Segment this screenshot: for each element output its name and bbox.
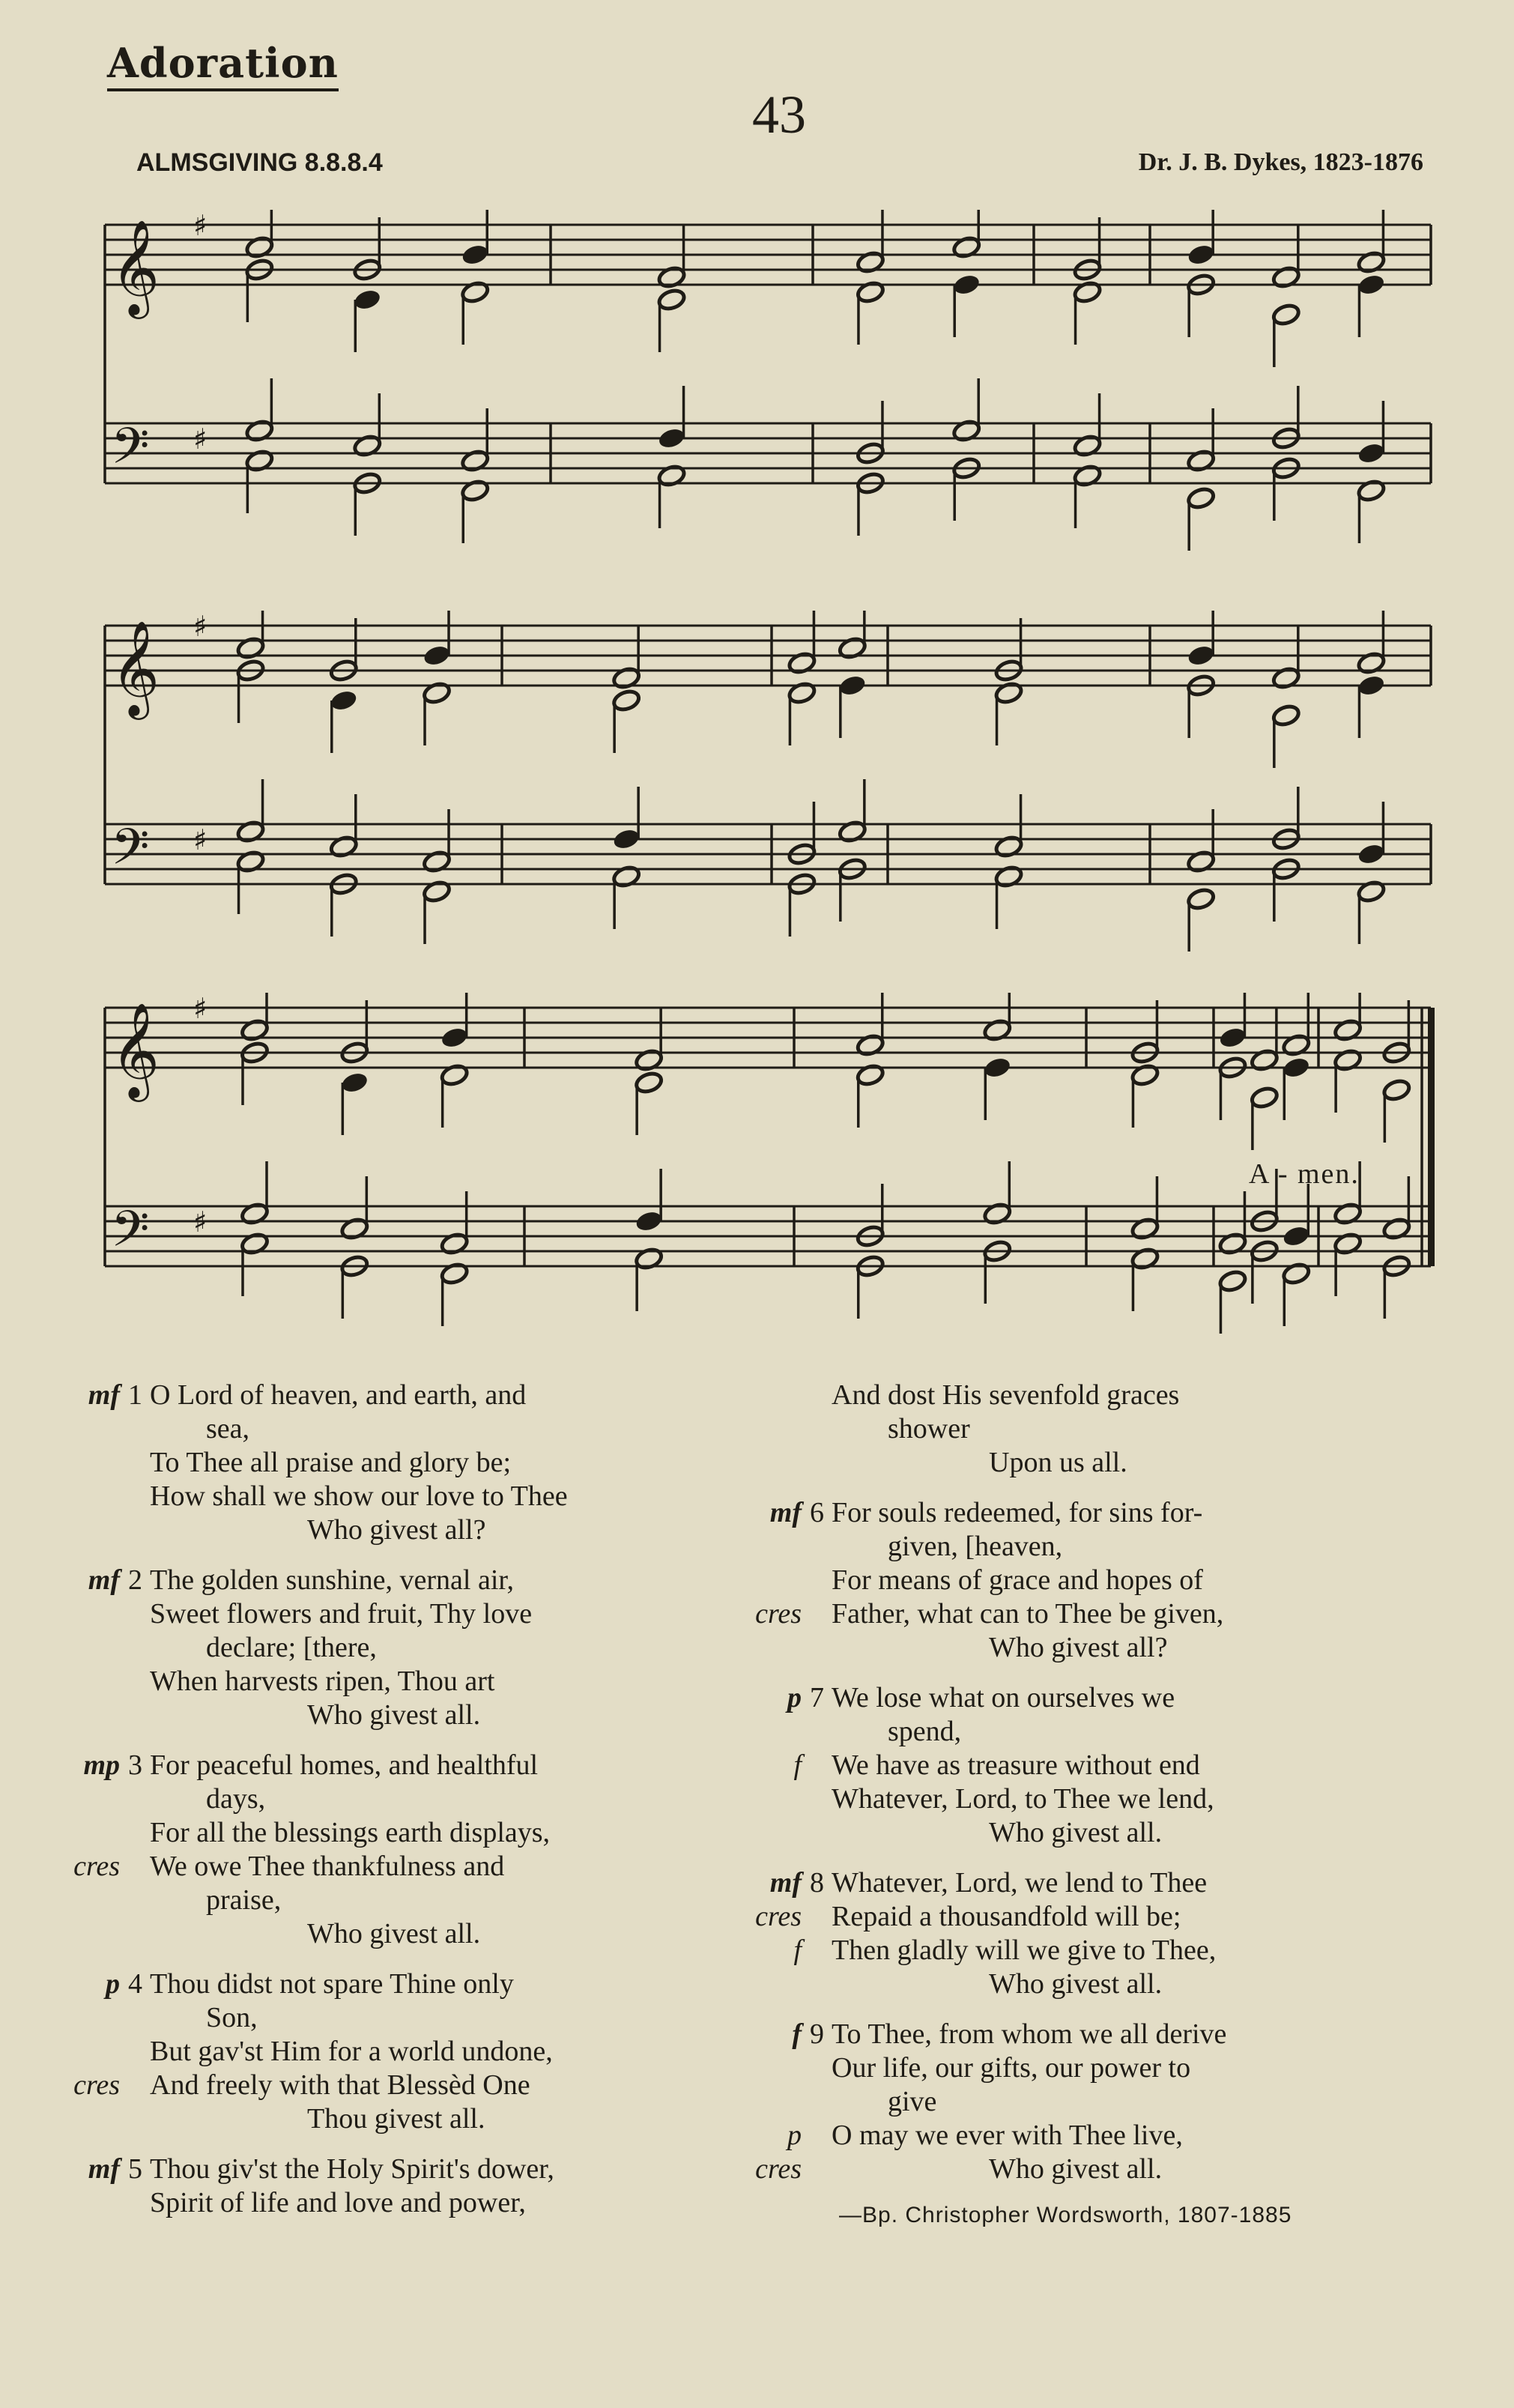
dynamic-marking: mf xyxy=(769,1867,802,1899)
verse-number: 4 xyxy=(128,1968,142,2000)
note-head xyxy=(1218,1269,1247,1293)
verse-line: O may we ever with Thee live, xyxy=(832,2120,1183,2151)
verse-number: 6 xyxy=(810,1497,824,1528)
verse-line: give xyxy=(888,2086,937,2117)
verse-line: Whatever, Lord, to Thee we lend, xyxy=(832,1783,1214,1815)
verse-block xyxy=(88,1379,757,1547)
verse-line: Who givest all? xyxy=(307,1514,486,1546)
note-head xyxy=(611,827,641,851)
verse-line: days, xyxy=(206,1783,266,1815)
verse-line: declare; [there, xyxy=(206,1632,377,1663)
verse-line: Spirit of life and love and power, xyxy=(150,2187,526,2218)
note-head xyxy=(1282,1056,1311,1080)
verse-line: Who givest all? xyxy=(989,1632,1168,1663)
verse-line: We owe Thee thankfulness and xyxy=(150,1851,505,1882)
verse-line: To Thee all praise and glory be; xyxy=(150,1447,512,1478)
note-head xyxy=(1357,842,1386,866)
dynamic-marking: cres xyxy=(755,1598,802,1630)
verse-line: Repaid a thousandfold will be; xyxy=(832,1901,1181,1932)
sharp-icon: ♯ xyxy=(193,611,208,643)
dynamic-marking: f xyxy=(793,1749,802,1781)
verse-block xyxy=(88,1564,757,1732)
verse-block xyxy=(787,1681,1446,1850)
bass-clef-icon: 𝄢 xyxy=(111,1200,150,1270)
note-head xyxy=(951,273,981,297)
verse-line: And freely with that Blessèd One xyxy=(150,2069,530,2101)
verse-line: When harvests ripen, Thou art xyxy=(150,1666,495,1697)
verse-number: 7 xyxy=(810,1682,824,1713)
verse-line: spend, xyxy=(888,1716,962,1747)
note-head xyxy=(422,644,451,668)
sharp-icon: ♯ xyxy=(193,423,208,456)
note-head xyxy=(1186,486,1215,510)
verse-line: Who givest all. xyxy=(989,2153,1163,2185)
music-system-1 xyxy=(0,210,1514,562)
treble-clef-icon: 𝄞 xyxy=(111,620,160,716)
note-head xyxy=(983,1056,1012,1080)
sharp-icon: ♯ xyxy=(193,210,208,242)
verse-line: For peaceful homes, and healthful xyxy=(150,1749,539,1781)
verse-block xyxy=(88,2153,757,2220)
note-head xyxy=(838,674,867,698)
dynamic-marking: mp xyxy=(83,1749,120,1781)
sharp-icon: ♯ xyxy=(193,993,208,1025)
note-head xyxy=(1250,1086,1279,1110)
text-attribution: —Bp. Christopher Wordsworth, 1807-1885 xyxy=(839,2203,1292,2227)
treble-clef-icon: 𝄞 xyxy=(111,1002,160,1098)
note-head xyxy=(1282,1224,1311,1248)
verse-number: 2 xyxy=(128,1564,142,1596)
note-head xyxy=(1271,303,1300,327)
bass-clef-icon: 𝄢 xyxy=(111,818,150,888)
verse-line: shower xyxy=(888,1413,970,1445)
verse-line: Who givest all. xyxy=(307,1918,481,1949)
section-title: Adoration xyxy=(107,39,339,91)
note-head xyxy=(1186,887,1215,911)
dynamic-marking: mf xyxy=(88,1564,120,1596)
verse-number: 8 xyxy=(810,1867,824,1899)
note-head xyxy=(461,243,490,267)
verse-line: The golden sunshine, vernal air, xyxy=(150,1564,515,1596)
verse-line: Who givest all. xyxy=(989,1968,1163,2000)
verse-line: We lose what on ourselves we xyxy=(832,1682,1175,1713)
verse-line: Our life, our gifts, our power to xyxy=(832,2052,1191,2084)
hymn-number: 43 xyxy=(752,85,806,145)
verse-line: given, [heaven, xyxy=(888,1531,1063,1562)
dynamic-marking: p xyxy=(787,2120,802,2151)
verse-block xyxy=(755,2018,1446,2186)
verse-block xyxy=(73,1749,757,1951)
verse-block xyxy=(755,1496,1446,1665)
dynamic-marking: mf xyxy=(769,1497,802,1528)
verse-line: Who givest all. xyxy=(989,1817,1163,1848)
composer-credit: Dr. J. B. Dykes, 1823-1876 xyxy=(1138,148,1423,176)
final-barline xyxy=(1428,1008,1435,1266)
tune-name: ALMSGIVING 8.8.8.4 xyxy=(136,148,383,177)
verse-number: 1 xyxy=(128,1379,142,1411)
verse-line: sea, xyxy=(206,1413,250,1445)
note-head xyxy=(1271,704,1300,727)
verse-line: How shall we show our love to Thee xyxy=(150,1480,568,1512)
note-head xyxy=(329,689,358,713)
verse-line: To Thee, from whom we all derive xyxy=(832,2018,1227,2050)
verse-line: And dost His sevenfold graces xyxy=(832,1379,1180,1411)
verse-number: 3 xyxy=(128,1749,142,1781)
verse-line: Whatever, Lord, we lend to Thee xyxy=(832,1867,1208,1899)
dynamic-marking: cres xyxy=(755,1901,802,1932)
amen-lyric: A - men. xyxy=(1249,1158,1360,1190)
treble-clef-icon: 𝄞 xyxy=(111,219,160,315)
verse-line: Son, xyxy=(206,2002,258,2033)
verse-line: But gav'st Him for a world undone, xyxy=(150,2036,553,2067)
note-head xyxy=(611,689,641,713)
verse-line: Who givest all. xyxy=(307,1699,481,1731)
verse-line: For means of grace and hopes of xyxy=(832,1564,1203,1596)
dynamic-marking: mf xyxy=(88,2153,120,2185)
dynamic-marking: cres xyxy=(755,2153,802,2185)
note-head xyxy=(1186,644,1215,668)
note-head xyxy=(340,1071,369,1095)
verse-line: Sweet flowers and fruit, Thy love xyxy=(150,1598,533,1630)
note-head xyxy=(1186,243,1215,267)
note-head xyxy=(634,1209,663,1233)
verse-line: We have as treasure without end xyxy=(832,1749,1200,1781)
sharp-icon: ♯ xyxy=(193,823,208,856)
verse-line: Then gladly will we give to Thee, xyxy=(832,1934,1217,1966)
verse-line: Father, what can to Thee be given, xyxy=(832,1598,1224,1630)
note-head xyxy=(440,1026,469,1050)
verse-line: Upon us all. xyxy=(989,1447,1127,1478)
dynamic-marking: p xyxy=(106,1968,120,2000)
note-head xyxy=(1357,674,1386,698)
note-head xyxy=(657,288,686,312)
verse-block xyxy=(755,1866,1446,2001)
note-head xyxy=(634,1071,663,1095)
dynamic-marking: cres xyxy=(73,1851,120,1882)
dynamic-marking: f xyxy=(792,2018,802,2050)
verse-line: Thou giv'st the Holy Spirit's dower, xyxy=(150,2153,554,2185)
note-head xyxy=(657,426,686,450)
bass-clef-icon: 𝄢 xyxy=(111,417,150,487)
verse-block xyxy=(794,1379,1446,1480)
note-head xyxy=(1218,1026,1247,1050)
verse-line: For souls redeemed, for sins for- xyxy=(832,1497,1203,1528)
verses-left-column xyxy=(73,1379,757,2236)
note-head xyxy=(1382,1078,1411,1102)
note-head xyxy=(353,288,382,312)
note-head xyxy=(1357,273,1386,297)
verse-line: Thou givest all. xyxy=(307,2103,485,2135)
music-system-2 xyxy=(0,611,1514,963)
verse-line: Thou didst not spare Thine only xyxy=(150,1968,514,2000)
verse-number: 9 xyxy=(810,2018,824,2050)
dynamic-marking: mf xyxy=(88,1379,120,1411)
verse-line: praise, xyxy=(206,1884,282,1916)
verse-block xyxy=(73,1967,757,2136)
verse-line: O Lord of heaven, and earth, and xyxy=(150,1379,527,1411)
verse-line: For all the blessings earth displays, xyxy=(150,1817,551,1848)
dynamic-marking: cres xyxy=(73,2069,120,2101)
note-head xyxy=(1357,441,1386,465)
verse-number: 5 xyxy=(128,2153,142,2185)
verses-right-column xyxy=(755,1379,1446,2203)
sharp-icon: ♯ xyxy=(193,1205,208,1238)
dynamic-marking: p xyxy=(787,1682,802,1713)
dynamic-marking: f xyxy=(793,1934,802,1966)
